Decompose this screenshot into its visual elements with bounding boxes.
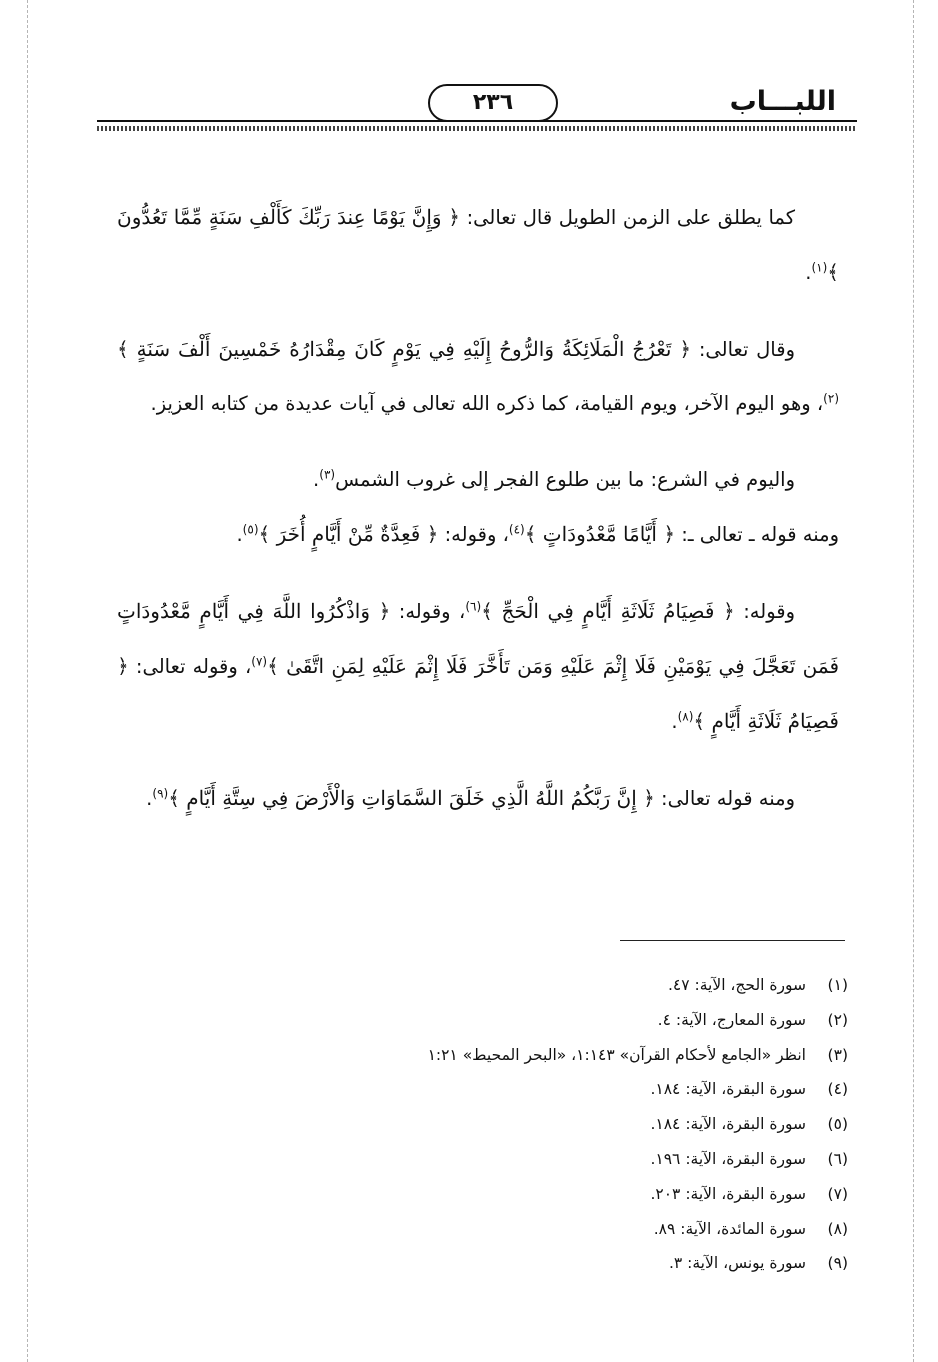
paragraph-text: ، وقوله:	[438, 523, 509, 546]
paragraph-3	[117, 453, 839, 507]
footnote-ref: (٤)	[508, 522, 525, 537]
paragraph-end: .	[146, 787, 153, 810]
paragraph-end: .	[313, 468, 320, 491]
footnote-ref: (٧)	[251, 654, 268, 669]
footnote-item	[300, 1003, 848, 1038]
paragraph-end: .	[236, 523, 243, 546]
paragraph-1	[117, 190, 839, 300]
quran-verse: ﴿ وَاذْكُرُوا اللَّهَ فِي أَيَّامٍ مَّعْدُودَاتٍ فَمَن تَعَجَّلَ فِي يَوْمَيْنِ فَلَا إِثْمَ عَلَيْهِ وَمَن تَأَخَّرَ فَلَا إِثْمَ عَلَيْهِ لِمَنِ اتَّقَىٰ ﴾	[117, 599, 839, 678]
paragraph-text: واليوم في الشرع: ما بين طلوع الفجر إلى غروب الشمس	[335, 468, 795, 491]
quran-verse: ﴿ تَعْرُجُ الْمَلَائِكَةُ وَالرُّوحُ إِلَيْهِ فِي يَوْمٍ كَانَ مِقْدَارُهُ خَمْسِينَ أَلْفَ سَنَةٍ ﴾	[117, 337, 692, 361]
footnote-text: سورة البقرة، الآية: ١٩٦.	[650, 1149, 806, 1168]
header-rule	[97, 120, 857, 122]
paragraph-end: .	[805, 261, 812, 284]
paragraph-text: ، وقوله:	[390, 600, 466, 623]
footnote-text: سورة البقرة، الآية: ١٨٤.	[650, 1080, 806, 1099]
footnote-number: (٣)	[827, 1045, 848, 1064]
page-number-badge: ٢٣٦	[428, 84, 558, 122]
footnote-number: (٧)	[827, 1184, 848, 1203]
footnote-text: سورة المعارج، الآية: ٤.	[657, 1010, 806, 1029]
footnote-text: سورة المائدة، الآية: ٨٩.	[653, 1219, 806, 1238]
footnote-number: (٨)	[827, 1219, 848, 1238]
header-dotted-rule	[97, 126, 857, 131]
footnote-number: (١)	[827, 976, 848, 994]
footnote-number: (٩)	[827, 1254, 848, 1273]
footnote-item	[300, 1072, 848, 1107]
quran-verse: ﴿ إِنَّ رَبَّكُمُ اللَّهُ الَّذِي خَلَقَ السَّمَاوَاتِ وَالْأَرْضَ فِي سِتَّةِ أَيَّامٍ ﴾	[168, 786, 655, 810]
page-edge-line-right	[913, 0, 914, 1362]
footnote-ref: (٩)	[152, 786, 169, 801]
paragraph-6	[117, 771, 839, 826]
page-edge-line-left	[27, 0, 28, 1362]
footnote-item	[300, 1212, 848, 1247]
paragraph-2	[117, 322, 839, 431]
footnote-number: (٦)	[827, 1149, 848, 1168]
paragraph-text: ومنه قوله ـ تعالى ـ:	[675, 523, 839, 546]
book-title: اللبـــاب	[729, 86, 836, 117]
paragraph-end: .	[671, 710, 678, 733]
footnote-text: سورة يونس، الآية: ٣.	[668, 1254, 806, 1273]
paragraph-4	[117, 507, 839, 562]
footnote-text: سورة الحج، الآية: ٤٧.	[667, 976, 806, 994]
footnote-item	[300, 1246, 848, 1281]
footnotes-list	[300, 968, 848, 1281]
quran-verse: ﴿ فَصِيَامُ ثَلَاثَةِ أَيَّامٍ ﴾	[117, 654, 839, 733]
paragraph-text: ، وهو اليوم الآخر، ويوم القيامة، كما ذكره الله تعالى في آيات عديدة من كتابه العزيز.	[150, 392, 824, 415]
footnote-ref: (٦)	[465, 599, 482, 614]
paragraph-text: كما يطلق على الزمن الطويل قال تعالى:	[460, 206, 795, 229]
footnote-item	[300, 1177, 848, 1212]
main-text	[117, 190, 839, 848]
footnote-ref: (٨)	[677, 709, 694, 724]
footnote-ref: (٣)	[319, 467, 336, 482]
footnote-separator	[620, 940, 845, 941]
paragraph-text: ، وقوله تعالى:	[128, 655, 252, 678]
page-header	[0, 0, 938, 140]
footnote-text: انظر «الجامع لأحكام القرآن» ١:١٤٣، «البحر المحيط» ١:٢١	[427, 1045, 806, 1064]
quran-verse: ﴿ فَصِيَامُ ثَلَاثَةِ أَيَّامٍ فِي الْحَجِّ ﴾	[481, 599, 735, 623]
paragraph-5	[117, 584, 839, 749]
footnote-number: (٢)	[827, 1010, 848, 1029]
footnote-ref: (٥)	[242, 522, 259, 537]
footnote-number: (٤)	[827, 1080, 848, 1099]
paragraph-text: ومنه قوله تعالى:	[654, 787, 795, 810]
footnote-ref: (١)	[811, 260, 828, 275]
footnote-number: (٥)	[827, 1115, 848, 1134]
footnote-text: سورة البقرة، الآية: ١٨٤.	[650, 1115, 806, 1134]
paragraph-text: وقوله:	[734, 600, 796, 623]
footnote-item	[300, 1107, 848, 1142]
footnote-ref: (٢)	[823, 391, 839, 406]
footnote-item	[300, 1142, 848, 1177]
quran-verse: ﴿ وَإِنَّ يَوْمًا عِندَ رَبِّكَ كَأَلْفِ سَنَةٍ مِّمَّا تَعُدُّونَ ﴾	[117, 205, 839, 284]
quran-verse: ﴿ أَيَّامًا مَّعْدُودَاتٍ ﴾	[524, 522, 676, 546]
footnote-item	[300, 968, 848, 1003]
quran-verse: ﴿ فَعِدَّةٌ مِّنْ أَيَّامٍ أُخَرَ ﴾	[258, 522, 439, 546]
footnote-text: سورة البقرة، الآية: ٢٠٣.	[650, 1184, 806, 1203]
footnote-item	[300, 1038, 848, 1073]
paragraph-text: وقال تعالى:	[691, 338, 795, 361]
